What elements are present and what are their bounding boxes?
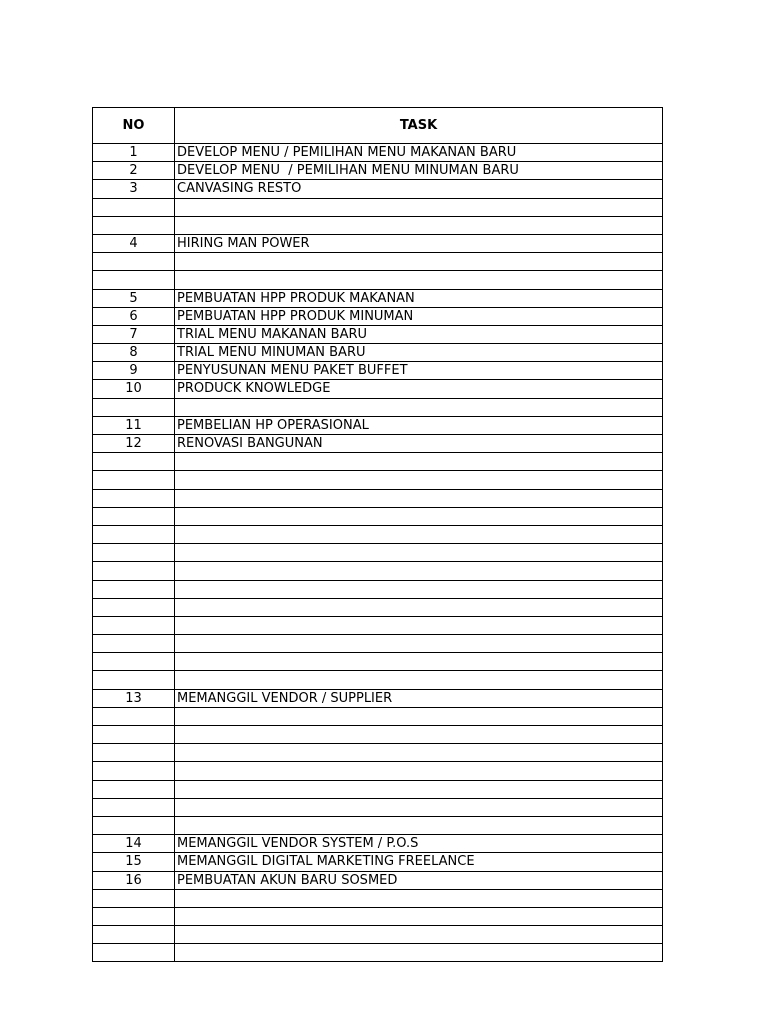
row-number-cell: 12 — [93, 435, 175, 453]
table-row — [93, 653, 663, 671]
task-cell — [175, 598, 663, 616]
task-cell — [175, 544, 663, 562]
table-row — [93, 271, 663, 289]
row-number-cell — [93, 598, 175, 616]
row-number-cell — [93, 780, 175, 798]
table-row — [93, 380, 663, 398]
row-number-cell: 11 — [93, 416, 175, 434]
task-cell — [175, 489, 663, 507]
table-row — [93, 544, 663, 562]
row-number-cell: 7 — [93, 325, 175, 343]
task-cell: PENYUSUNAN MENU PAKET BUFFET — [175, 362, 663, 380]
row-number-cell — [93, 707, 175, 725]
row-number-cell — [93, 907, 175, 925]
task-cell: RENOVASI BANGUNAN — [175, 435, 663, 453]
table-row — [93, 289, 663, 307]
row-number-cell: 14 — [93, 835, 175, 853]
task-cell — [175, 580, 663, 598]
row-number-cell — [93, 816, 175, 834]
task-cell: CANVASING RESTO — [175, 180, 663, 198]
task-cell — [175, 816, 663, 834]
table-row — [93, 616, 663, 634]
row-number-cell — [93, 762, 175, 780]
table-row — [93, 416, 663, 434]
table-row — [93, 853, 663, 871]
task-cell — [175, 798, 663, 816]
row-number-cell — [93, 926, 175, 944]
task-table — [92, 107, 663, 962]
table-row — [93, 507, 663, 525]
table-row — [93, 362, 663, 380]
row-number-cell — [93, 635, 175, 653]
row-number-cell — [93, 671, 175, 689]
task-cell — [175, 926, 663, 944]
row-number-cell — [93, 198, 175, 216]
row-number-cell — [93, 271, 175, 289]
table-header — [93, 108, 663, 144]
row-number-cell — [93, 726, 175, 744]
task-cell — [175, 453, 663, 471]
task-cell — [175, 889, 663, 907]
row-number-cell: 4 — [93, 234, 175, 252]
task-cell — [175, 780, 663, 798]
table-row — [93, 798, 663, 816]
row-number-cell — [93, 453, 175, 471]
task-cell: HIRING MAN POWER — [175, 234, 663, 252]
table-row — [93, 635, 663, 653]
table-row — [93, 689, 663, 707]
table-row — [93, 525, 663, 543]
row-number-cell — [93, 471, 175, 489]
task-cell: PRODUCK KNOWLEDGE — [175, 380, 663, 398]
task-cell: PEMBELIAN HP OPERASIONAL — [175, 416, 663, 434]
row-number-cell — [93, 798, 175, 816]
row-number-cell — [93, 580, 175, 598]
task-cell — [175, 271, 663, 289]
row-number-cell — [93, 398, 175, 416]
table-row — [93, 398, 663, 416]
task-cell — [175, 562, 663, 580]
task-cell — [175, 707, 663, 725]
task-cell — [175, 253, 663, 271]
task-cell: DEVELOP MENU / PEMILIHAN MENU MINUMAN BARU — [175, 162, 663, 180]
task-cell: PEMBUATAN HPP PRODUK MINUMAN — [175, 307, 663, 325]
task-cell — [175, 216, 663, 234]
table-row — [93, 562, 663, 580]
row-number-cell: 1 — [93, 144, 175, 162]
task-cell — [175, 198, 663, 216]
table-row — [93, 926, 663, 944]
task-cell: MEMANGGIL VENDOR SYSTEM / P.O.S — [175, 835, 663, 853]
row-number-cell — [93, 616, 175, 634]
table-row — [93, 234, 663, 252]
table-row — [93, 144, 663, 162]
table-row — [93, 307, 663, 325]
table-row — [93, 253, 663, 271]
table-row — [93, 907, 663, 925]
table-row — [93, 762, 663, 780]
task-cell: DEVELOP MENU / PEMILIHAN MENU MAKANAN BARU — [175, 144, 663, 162]
table-row — [93, 944, 663, 962]
table-row — [93, 598, 663, 616]
row-number-cell — [93, 944, 175, 962]
table-row — [93, 707, 663, 725]
table-row — [93, 198, 663, 216]
row-number-cell — [93, 525, 175, 543]
task-cell — [175, 944, 663, 962]
task-cell — [175, 507, 663, 525]
task-cell — [175, 762, 663, 780]
task-cell — [175, 671, 663, 689]
task-cell: PEMBUATAN AKUN BARU SOSMED — [175, 871, 663, 889]
table-row — [93, 726, 663, 744]
table-row — [93, 835, 663, 853]
table-row — [93, 580, 663, 598]
task-sheet — [92, 107, 662, 962]
row-number-cell: 6 — [93, 307, 175, 325]
column-header-no: NO — [93, 108, 175, 144]
task-cell — [175, 744, 663, 762]
task-cell: TRIAL MENU MAKANAN BARU — [175, 325, 663, 343]
task-cell: PEMBUATAN HPP PRODUK MAKANAN — [175, 289, 663, 307]
table-row — [93, 780, 663, 798]
task-cell — [175, 471, 663, 489]
row-number-cell: 8 — [93, 344, 175, 362]
header-row — [93, 108, 663, 144]
row-number-cell: 10 — [93, 380, 175, 398]
row-number-cell — [93, 216, 175, 234]
row-number-cell — [93, 744, 175, 762]
table-row — [93, 871, 663, 889]
task-cell — [175, 653, 663, 671]
task-cell: MEMANGGIL VENDOR / SUPPLIER — [175, 689, 663, 707]
row-number-cell — [93, 544, 175, 562]
row-number-cell — [93, 562, 175, 580]
row-number-cell — [93, 489, 175, 507]
row-number-cell — [93, 507, 175, 525]
task-cell — [175, 616, 663, 634]
task-cell — [175, 398, 663, 416]
task-cell — [175, 525, 663, 543]
table-row — [93, 744, 663, 762]
row-number-cell: 13 — [93, 689, 175, 707]
table-row — [93, 471, 663, 489]
table-row — [93, 671, 663, 689]
task-cell: TRIAL MENU MINUMAN BARU — [175, 344, 663, 362]
table-row — [93, 162, 663, 180]
table-row — [93, 216, 663, 234]
table-row — [93, 344, 663, 362]
column-header-task: TASK — [175, 108, 663, 144]
task-cell — [175, 726, 663, 744]
task-cell — [175, 907, 663, 925]
row-number-cell — [93, 889, 175, 907]
row-number-cell: 15 — [93, 853, 175, 871]
table-row — [93, 816, 663, 834]
task-cell: MEMANGGIL DIGITAL MARKETING FREELANCE — [175, 853, 663, 871]
table-row — [93, 453, 663, 471]
row-number-cell: 5 — [93, 289, 175, 307]
row-number-cell: 3 — [93, 180, 175, 198]
row-number-cell: 9 — [93, 362, 175, 380]
table-body — [93, 144, 663, 962]
table-row — [93, 889, 663, 907]
row-number-cell — [93, 253, 175, 271]
table-row — [93, 435, 663, 453]
table-row — [93, 489, 663, 507]
row-number-cell: 16 — [93, 871, 175, 889]
row-number-cell — [93, 653, 175, 671]
row-number-cell: 2 — [93, 162, 175, 180]
table-row — [93, 180, 663, 198]
table-row — [93, 325, 663, 343]
task-cell — [175, 635, 663, 653]
